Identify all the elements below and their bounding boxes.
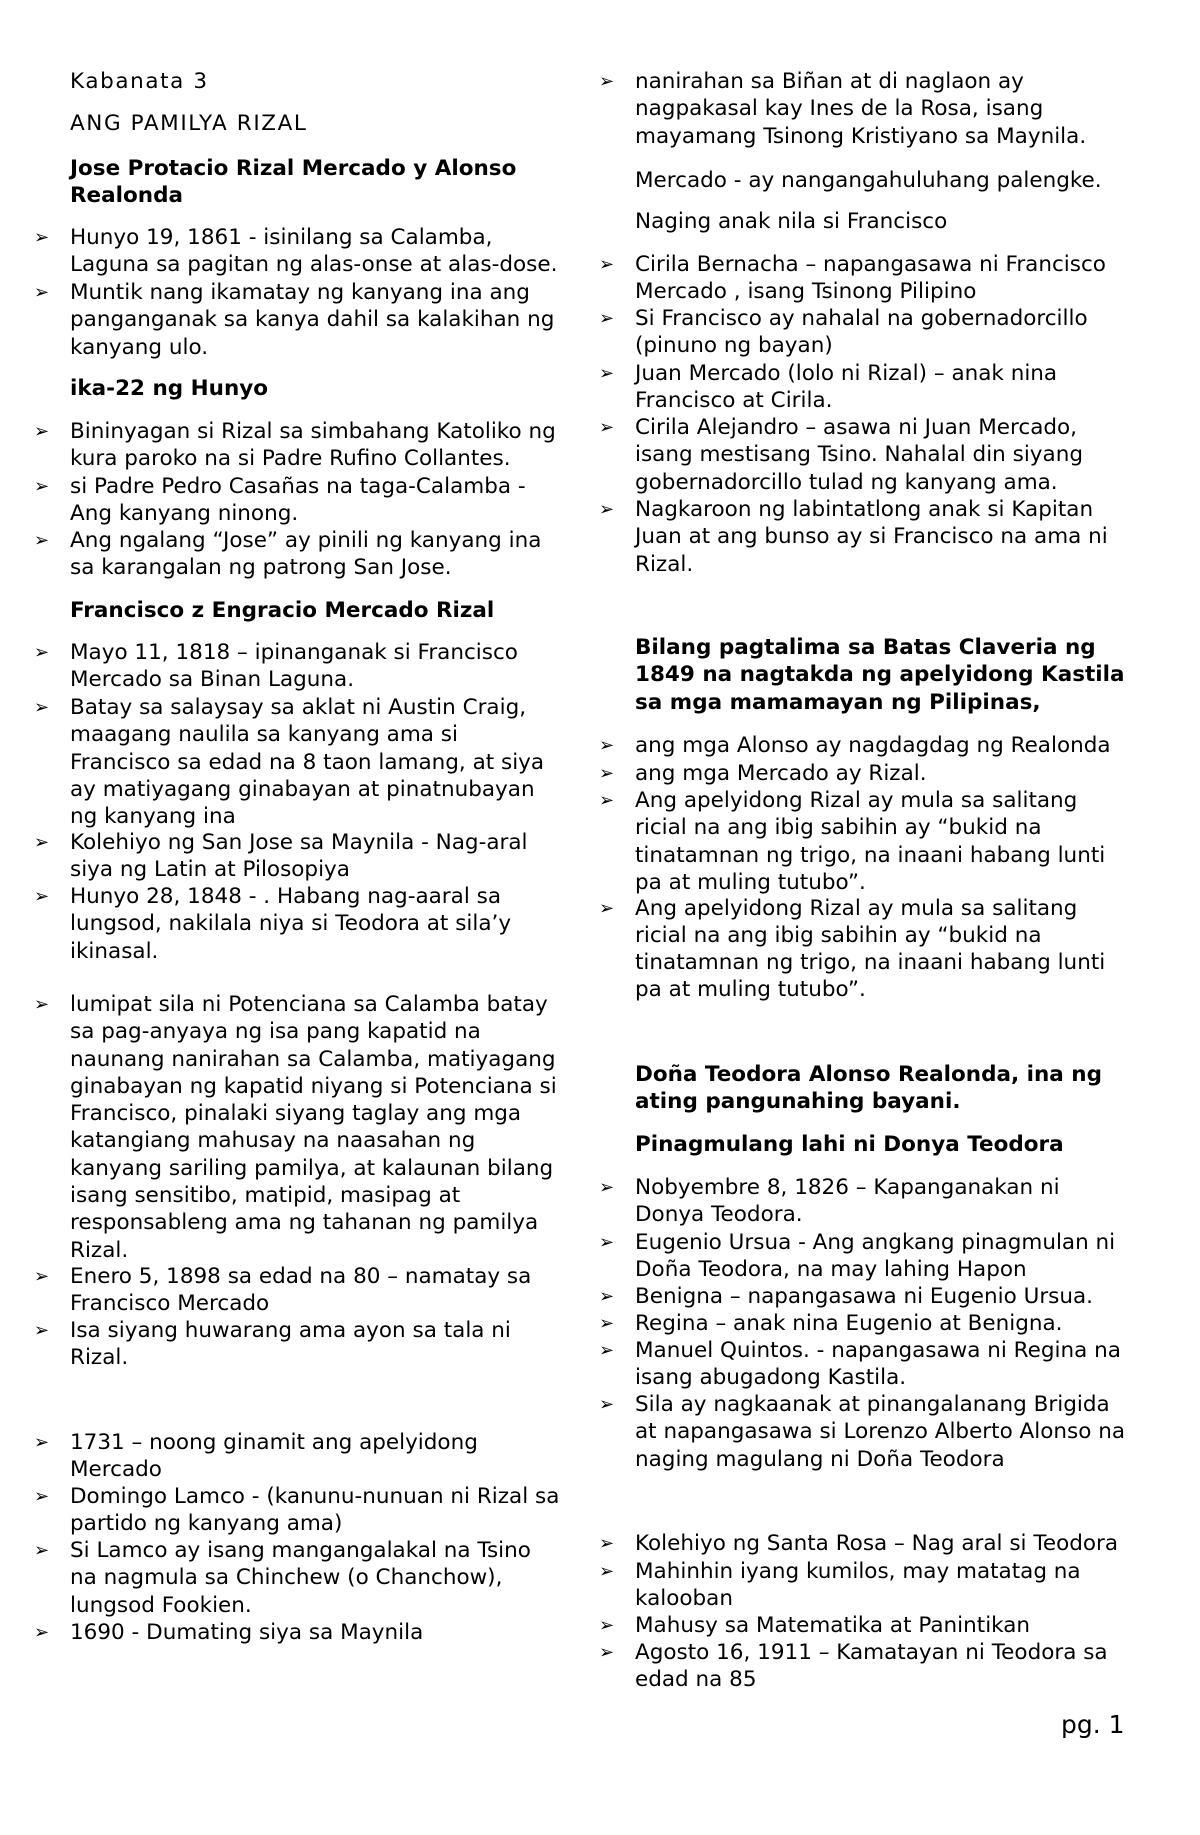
bullet-text: Isa siyang huwarang ama ayon sa tala ni Rizal. — [70, 1317, 511, 1370]
bullet-text: Kolehiyo ng San Jose sa Maynila - Nag-aral siya ng Latin at Pilosopiya — [70, 830, 528, 883]
chapter-label: Kabanata 3 — [70, 69, 209, 94]
bullet-item — [599, 895, 1105, 1004]
arrowhead-bullet-icon — [34, 694, 49, 721]
arrowhead-bullet-icon — [599, 251, 614, 278]
bullet-text: Batay sa salaysay sa aklat ni Austin Craig, maagang naulila sa kanyang ama si Francisco sa edad na 8 taon lamang, at siya ay matiyagang ginabayan at pinatnubayan ng kanyang ina — [70, 695, 545, 830]
bullet-item — [599, 305, 1088, 360]
arrowhead-bullet-icon — [599, 68, 614, 95]
arrowhead-bullet-icon — [599, 414, 614, 441]
arrowhead-bullet-icon — [34, 418, 49, 445]
arrowhead-bullet-icon — [599, 787, 614, 814]
arrowhead-bullet-icon — [34, 473, 49, 500]
section-heading-francisco: Francisco z Engracio Mercado Rizal — [70, 598, 495, 623]
bullet-text: Nagkaroon ng labintatlong anak si Kapitan Juan at ang bunso ay si Francisco na ama ni Rizal. — [635, 497, 1108, 577]
arrowhead-bullet-icon — [34, 1263, 49, 1290]
bullet-item — [34, 473, 526, 528]
note-paragraph: Naging anak nila si Francisco — [635, 209, 948, 234]
bullet-item — [599, 1337, 1121, 1392]
arrowhead-bullet-icon — [34, 883, 49, 910]
bullet-text: Ang ngalang “Jose” ay pinili ng kanyang ina sa karangalan ng patrong San Jose. — [70, 528, 542, 581]
bullet-text: Nobyembre 8, 1826 – Kapanganakan ni Donya Teodora. — [635, 1174, 1060, 1227]
arrowhead-bullet-icon — [34, 224, 49, 251]
bullet-text: Enero 5, 1898 sa edad na 80 – namatay sa Francisco Mercado — [70, 1263, 532, 1316]
bullet-item — [599, 1558, 1081, 1613]
bullet-item — [599, 1639, 1108, 1694]
arrowhead-bullet-icon — [34, 1429, 49, 1456]
arrowhead-bullet-icon — [599, 360, 614, 387]
bullet-item — [34, 883, 511, 965]
bullet-text: Eugenio Ursua - Ang angkang pinagmulan ni Doña Teodora, na may lahing Hapon — [635, 1229, 1116, 1282]
bullet-text: 1731 – noong ginamit ang apelyidong Mercado — [70, 1430, 478, 1483]
arrowhead-bullet-icon — [599, 496, 614, 523]
chapter-title: ANG PAMILYA RIZAL — [70, 111, 308, 136]
bullet-text: Cirila Alejandro – asawa ni Juan Mercado, isang mestisang Tsino. Nahalal din siyang gobernadorcillo tulad ng kanyang ama. — [635, 415, 1083, 495]
arrowhead-bullet-icon — [34, 1537, 49, 1564]
bullet-item — [599, 1612, 1030, 1639]
bullet-item — [599, 414, 1083, 496]
bullet-item — [599, 1310, 1063, 1337]
bullet-item — [599, 496, 1108, 578]
arrowhead-bullet-icon — [34, 1483, 49, 1510]
arrowhead-bullet-icon — [599, 895, 614, 922]
bullet-item — [34, 1429, 478, 1484]
bullet-item — [34, 1619, 423, 1646]
bullet-text: Agosto 16, 1911 – Kamatayan ni Teodora sa edad na 85 — [635, 1640, 1108, 1693]
bullet-text: Kolehiyo ng Santa Rosa – Nag aral si Teodora — [635, 1531, 1119, 1556]
arrowhead-bullet-icon — [34, 279, 49, 306]
bullet-item — [34, 279, 554, 361]
arrowhead-bullet-icon — [599, 1612, 614, 1639]
bullet-item — [599, 1174, 1060, 1229]
arrowhead-bullet-icon — [599, 732, 614, 759]
bullet-text: Manuel Quintos. - napangasawa ni Regina na isang abugadong Kastila. — [635, 1337, 1121, 1390]
arrowhead-bullet-icon — [599, 1174, 614, 1201]
arrowhead-bullet-icon — [599, 1283, 614, 1310]
bullet-item — [34, 527, 541, 582]
arrowhead-bullet-icon — [34, 829, 49, 856]
bullet-item — [34, 639, 518, 694]
page-number: pg. 1 — [1061, 1710, 1125, 1739]
bullet-text: ang mga Mercado ay Rizal. — [635, 760, 927, 786]
bullet-text: Bininyagan si Rizal sa simbahang Katoliko ng kura paroko na si Padre Rufino Collantes. — [70, 418, 556, 471]
bullet-item — [599, 1530, 1118, 1557]
bullet-text: Ang apelyidong Rizal ay mula sa salitang ricial na ang ibig sabihin ay “bukid na tinatamnan ng trigo, na inaani habang lunti pa at muling tutubo”. — [635, 788, 1106, 895]
bullet-item — [599, 760, 927, 787]
section-subheading-teodora-lineage: Pinagmulang lahi ni Donya Teodora — [635, 1132, 1064, 1157]
arrowhead-bullet-icon — [599, 1337, 614, 1364]
bullet-text: Mayo 11, 1818 – ipinanganak si Francisco Mercado sa Binan Laguna. — [70, 640, 518, 693]
section-heading-teodora: Doña Teodora Alonso Realonda, ina ng ating pangunahing bayani. — [635, 1062, 1102, 1115]
bullet-text: Hunyo 28, 1848 - . Habang nag-aaral sa lungsod, nakilala niya si Teodora at sila’y ikinasal. — [70, 884, 512, 964]
bullet-item — [599, 251, 1106, 306]
bullet-text: Ang apelyidong Rizal ay mula sa salitang ricial na ang ibig sabihin ay “bukid na tinatamnan ng trigo, na inaani habang lunti pa at muling tutubo”. — [635, 895, 1106, 1003]
bullet-item — [599, 1283, 1093, 1310]
arrowhead-bullet-icon — [34, 1619, 49, 1646]
bullet-item — [599, 68, 1086, 150]
bullet-item — [34, 991, 557, 1264]
bullet-item — [34, 1537, 531, 1619]
bullet-item — [599, 1391, 1125, 1473]
bullet-item — [34, 224, 557, 279]
bullet-item — [599, 787, 1105, 896]
section-heading-baptism: ika-22 ng Hunyo — [70, 376, 269, 401]
bullet-item — [34, 1317, 511, 1372]
bullet-text: Domingo Lamco - (kanunu-nunuan ni Rizal sa partido ng kanyang ama) — [70, 1484, 560, 1537]
bullet-item — [34, 1263, 531, 1318]
bullet-text: ang mga Alonso ay nagdagdag ng Realonda — [635, 733, 1111, 758]
bullet-item — [34, 829, 528, 884]
bullet-item — [599, 360, 1057, 415]
arrowhead-bullet-icon — [599, 305, 614, 332]
bullet-text: Sila ay nagkaanak at pinangalanang Brigida at napangasawa si Lorenzo Alberto Alonso na naging magulang ni Doña Teodora — [635, 1392, 1126, 1472]
bullet-text: Juan Mercado (lolo ni Rizal) – anak nina Francisco at Cirila. — [635, 361, 1058, 414]
bullet-text: Regina – anak nina Eugenio at Benigna. — [635, 1310, 1063, 1336]
bullet-text: Hunyo 19, 1861 - isinilang sa Calamba, Laguna sa pagitan ng alas-onse at alas-dose. — [70, 225, 558, 278]
bullet-item — [599, 1229, 1115, 1284]
arrowhead-bullet-icon — [599, 760, 614, 787]
arrowhead-bullet-icon — [34, 527, 49, 554]
bullet-text: nanirahan sa Biñan at di naglaon ay nagpakasal kay Ines de la Rosa, isang mayamang Tsinong Kristiyano sa Maynila. — [635, 69, 1087, 149]
bullet-text: Mahinhin iyang kumilos, may matatag na kalooban — [635, 1559, 1081, 1612]
section-heading-surname-decree: Bilang pagtalima sa Batas Claveria ng 1849 na nagtakda ng apelyidong Kastila sa mga mamamayan ng Pilipinas, — [635, 635, 1125, 715]
bullet-text: Cirila Bernacha – napangasawa ni Francisco Mercado , isang Tsinong Pilipino — [635, 252, 1106, 305]
bullet-item — [34, 694, 544, 830]
arrowhead-bullet-icon — [599, 1530, 614, 1557]
bullet-text: Si Francisco ay nahalal na gobernadorcillo (pinuno ng bayan) — [635, 306, 1088, 359]
arrowhead-bullet-icon — [599, 1310, 614, 1337]
bullet-item — [34, 418, 556, 473]
arrowhead-bullet-icon — [599, 1558, 614, 1585]
bullet-text: 1690 - Dumating siya sa Maynila — [70, 1620, 424, 1645]
arrowhead-bullet-icon — [599, 1229, 614, 1256]
bullet-text: Si Lamco ay isang mangangalakal na Tsino na nagmula sa Chinchew (o Chanchow), lungsod Fookien. — [70, 1538, 531, 1618]
bullet-item — [599, 732, 1111, 759]
arrowhead-bullet-icon — [599, 1639, 614, 1666]
bullet-text: Benigna – napangasawa ni Eugenio Ursua. — [635, 1283, 1094, 1309]
arrowhead-bullet-icon — [599, 1391, 614, 1418]
section-heading-jose-rizal: Jose Protacio Rizal Mercado y Alonso Realonda — [70, 156, 517, 209]
bullet-text: lumipat sila ni Potenciana sa Calamba batay sa pag-anyaya ng isa pang kapatid na naunang nanirahan sa Calamba, matiyagang ginabayan ng kapatid niyang si Potenciana si Francisco, pinalaki siyang taglay ang mga katangiang mahusay na naasahan ng kanyang sariling pamilya, at kalaunan bilang isang sensitibo, matipid, masipag at responsableng ama ng tahanan ng pamilya Rizal. — [70, 992, 557, 1263]
bullet-text: si Padre Pedro Casañas na taga-Calamba - Ang kanyang ninong. — [70, 473, 526, 526]
bullet-item — [34, 1483, 559, 1538]
arrowhead-bullet-icon — [34, 1317, 49, 1344]
note-paragraph: Mercado - ay nangangahuluhang palengke. — [635, 168, 1102, 193]
bullet-text: Muntik nang ikamatay ng kanyang ina ang panganganak sa kanya dahil sa kalakihan ng kanyang ulo. — [70, 280, 555, 360]
bullet-text: Mahusy sa Matematika at Panintikan — [635, 1613, 1031, 1638]
arrowhead-bullet-icon — [34, 639, 49, 666]
arrowhead-bullet-icon — [34, 991, 49, 1018]
